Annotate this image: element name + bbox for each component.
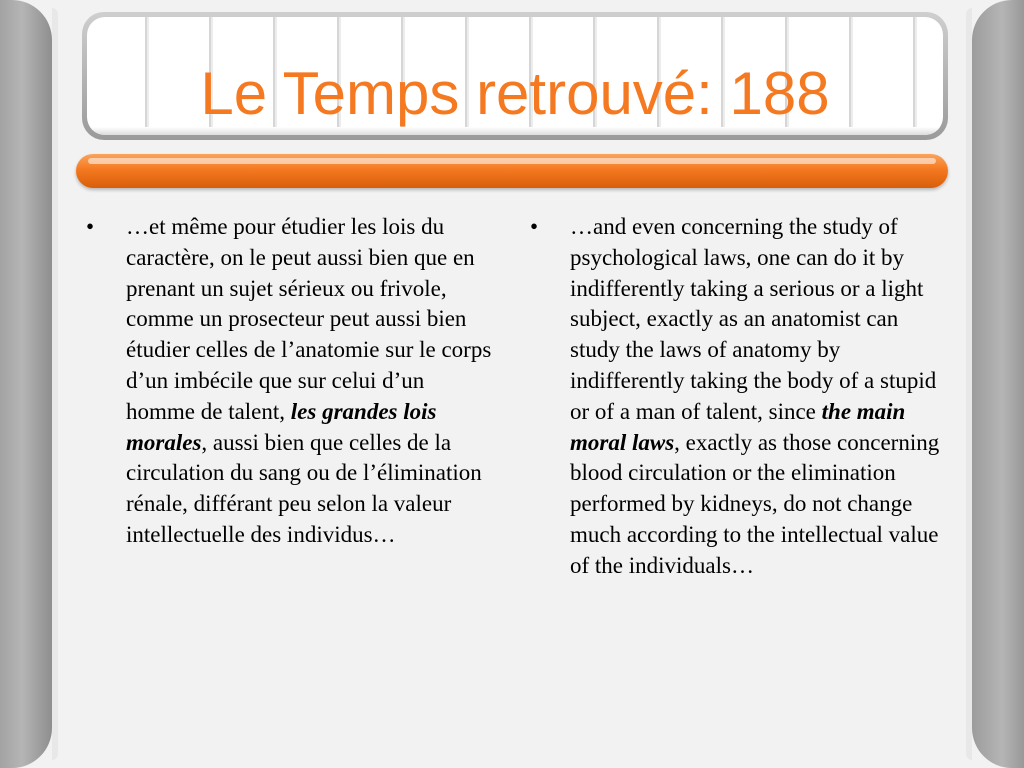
english-text-column bbox=[530, 212, 940, 582]
title-frame bbox=[82, 12, 948, 140]
english-bullet-item bbox=[530, 212, 940, 582]
left-side-panel bbox=[0, 0, 52, 768]
english-text-end: , exactly as those concerning blood circulation or the elimination performed by kidneys, do not change much according to the intellectual value of the individuals… bbox=[570, 429, 940, 578]
french-bullet-item bbox=[86, 212, 494, 551]
french-emphasis: les grandes lois morales bbox=[126, 398, 437, 455]
right-side-panel bbox=[972, 0, 1024, 768]
page-title: Le Temps retrouvé: 188 bbox=[200, 60, 830, 127]
french-text-start: …et même pour étudier les lois du caractère, on le peut aussi bien que en prenant un sujet sérieux ou frivole, comme un prosecteur peut aussi bien étudier celles de l’anatomie sur le corps d’un imbécile que sur celui d’un homme de talent, bbox=[126, 214, 492, 424]
title-box bbox=[87, 17, 943, 135]
bullet-icon: • bbox=[86, 214, 95, 239]
english-text-start: …and even concerning the study of psychological laws, one can do it by indifferently taking a serious or a light subject, exactly as an anatomist can study the laws of anatomy by indifferently taking the body of a stupid or of a man of talent, since bbox=[570, 214, 937, 424]
bullet-icon: • bbox=[530, 214, 539, 239]
accent-bar bbox=[76, 154, 948, 188]
french-text-end: , aussi bien que celles de la circulation du sang ou de l’élimination rénale, différant peu selon la valeur intellectuelle des individus… bbox=[126, 429, 482, 547]
french-text-column bbox=[86, 212, 494, 551]
english-emphasis: the main moral laws bbox=[570, 398, 906, 455]
